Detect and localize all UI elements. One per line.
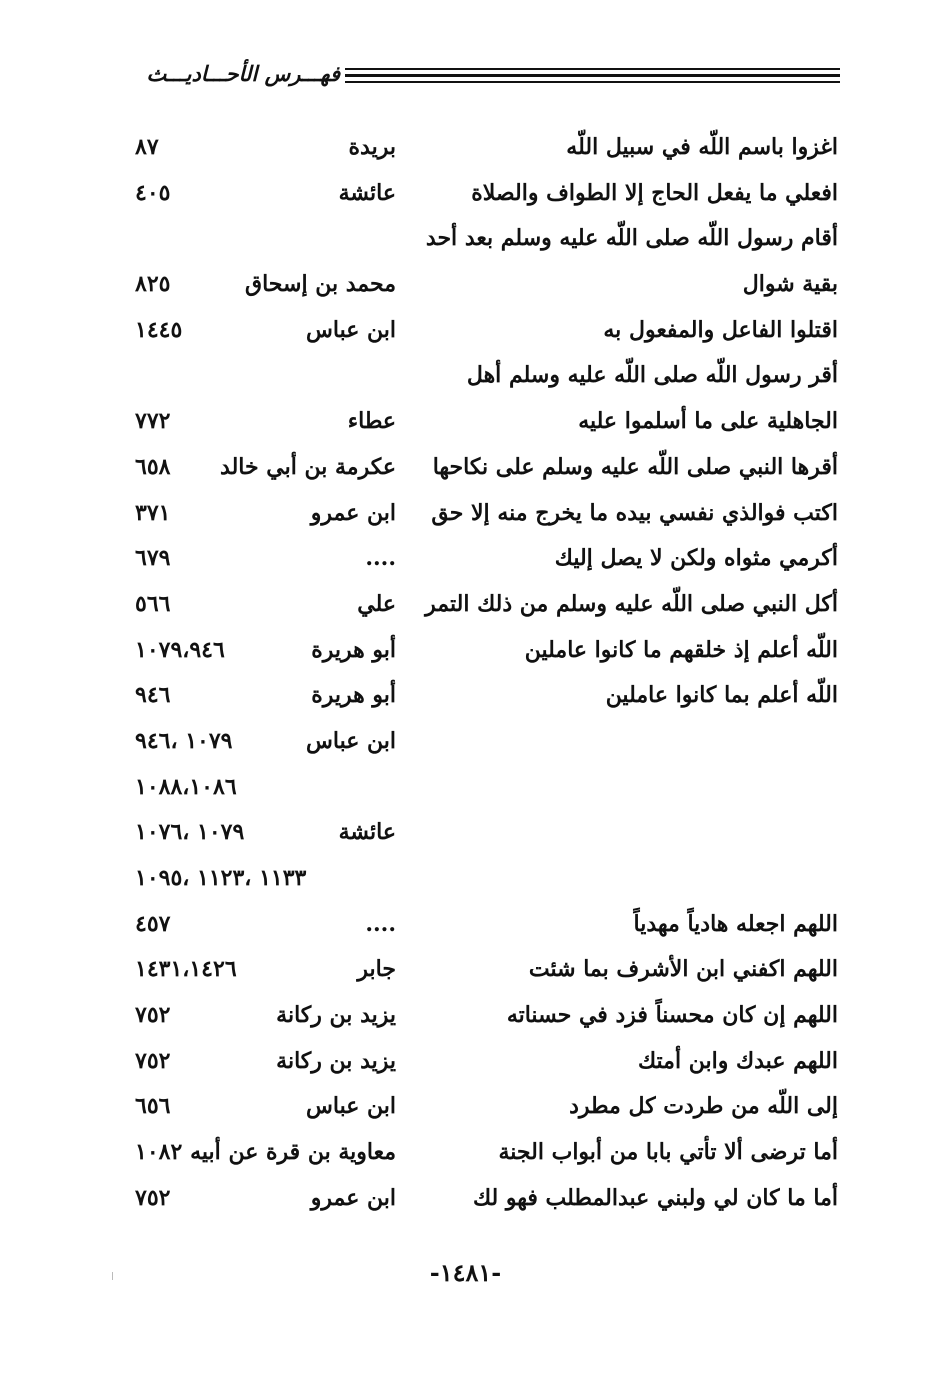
scan-speck: [112, 1272, 113, 1280]
page-reference: ٧٥٢: [135, 1047, 171, 1074]
narrator: عكرمة بن أبي خالد: [220, 453, 396, 480]
index-row: [0, 1176, 931, 1222]
page-reference: ٧٥٢: [135, 1184, 171, 1211]
narrator: ابن عمرو: [310, 1184, 396, 1211]
hadith-text: أكرمي مثواه ولكن لا يصل إليك: [554, 545, 838, 572]
page-reference: ٣٧١: [135, 499, 171, 526]
index-row: [0, 262, 931, 308]
header-rule: [345, 81, 840, 83]
index-row: [0, 536, 931, 582]
page-reference: ٨٧: [135, 134, 159, 160]
hadith-text: اقتلوا الفاعل والمفعول به: [603, 316, 838, 343]
page-reference: ٧٥٢: [135, 1002, 171, 1029]
narrator: أبو هريرة: [311, 636, 396, 663]
index-row: [0, 628, 931, 674]
hadith-text: اللهم اكفني ابن الأشرف بما شئت: [528, 956, 838, 983]
hadith-text: أقام رسول اللّه صلى اللّه عليه وسلم بعد أحد: [425, 225, 838, 252]
hadith-text: اللّه أعلم إذ خلقهم ما كانوا عاملين: [524, 636, 838, 663]
page-reference: ١٠٧٩ ،٩٤٦: [135, 727, 233, 754]
page-reference: ١٤٤٥: [135, 316, 183, 343]
narrator: ....: [365, 910, 396, 937]
index-row: [0, 856, 931, 902]
narrator: بريدة: [348, 134, 396, 160]
hadith-text: افعلي ما يفعل الحاج إلا الطواف والصلاة: [471, 179, 838, 206]
page-reference: ٤٥٧: [135, 910, 171, 937]
index-row: [0, 1084, 931, 1130]
index-row: [0, 673, 931, 719]
index-row: [0, 125, 931, 171]
page-reference: ٩٤٦: [135, 682, 171, 709]
page-reference: ١٤٣١،١٤٢٦: [135, 956, 237, 983]
index-row: [0, 1130, 931, 1176]
narrator: يزيد بن ركانة: [276, 1002, 396, 1029]
hadith-text: أقرها النبي صلى اللّه عليه وسلم على نكاحها: [432, 453, 838, 480]
hadith-text: أقر رسول اللّه صلى اللّه عليه وسلم أهل: [466, 362, 838, 389]
hadith-text: إلى اللّه من طردت كل مطرد: [569, 1093, 838, 1120]
hadith-text: اللّه أعلم بما كانوا عاملين: [605, 682, 838, 709]
index-row: [0, 171, 931, 217]
page-reference: ١٠٨٢: [135, 1139, 183, 1166]
narrator: ابن عباس: [306, 1093, 396, 1120]
page-reference: ١٠٨٨،١٠٨٦: [135, 773, 237, 800]
narrator: علي: [357, 590, 396, 617]
hadith-text: اللهم اجعله هادياً مهدياً: [633, 910, 838, 937]
narrator: أبو هريرة: [311, 682, 396, 709]
page-reference: ٨٢٥: [135, 271, 171, 298]
hadith-text: أكل النبي صلى اللّه عليه وسلم من ذلك التمر: [425, 590, 838, 617]
narrator: ابن عمرو: [310, 499, 396, 526]
narrator: ابن عباس: [306, 316, 396, 343]
index-row: [0, 353, 931, 399]
narrator: عائشة: [338, 179, 396, 206]
index-row: [0, 399, 931, 445]
narrator: معاوية بن قرة عن أبيه: [190, 1139, 396, 1166]
narrator: جابر: [357, 956, 396, 983]
hadith-text: أما ما كان لي ولبني عبدالمطلب فهو لك: [472, 1184, 838, 1211]
index-row: [0, 216, 931, 262]
page-reference: ٤٠٥: [135, 179, 171, 206]
hadith-text: أما ترضى ألا تأتي بابا من أبواب الجنة: [498, 1139, 838, 1166]
index-row: [0, 1039, 931, 1085]
page-reference: ١١٣٣ ،١١٢٣ ،١٠٩٥: [135, 865, 307, 891]
index-row: [0, 993, 931, 1039]
hadith-text: اللهم إن كان محسناً فزد في حسناته: [506, 1002, 838, 1029]
running-header: [135, 56, 840, 96]
hadith-text: الجاهلية على ما أسلموا عليه: [578, 408, 838, 435]
page-number: -١٤٨١-: [429, 1258, 502, 1287]
narrator: يزيد بن ركانة: [276, 1047, 396, 1074]
index-row: [0, 491, 931, 537]
index-row: [0, 902, 931, 948]
narrator: ....: [365, 545, 396, 572]
narrator: عطاء: [347, 408, 396, 435]
index-row: [0, 445, 931, 491]
page-reference: ٦٥٦: [135, 1093, 171, 1120]
index-row: [0, 719, 931, 765]
index-row: [0, 765, 931, 811]
page-reference: ٦٧٩: [135, 545, 171, 572]
page-reference: ٦٥٨: [135, 453, 171, 480]
hadith-text: اللهم عبدك وابن أمتك: [638, 1047, 838, 1074]
index-row: [0, 308, 931, 354]
narrator: محمد بن إسحاق: [245, 271, 396, 298]
page-reference: ١٠٧٩ ،١٠٧٦: [135, 819, 245, 846]
index-row: [0, 947, 931, 993]
index-row: [0, 582, 931, 628]
hadith-text: اغزوا باسم اللّه في سبيل اللّه: [566, 134, 838, 160]
header-rule: [345, 68, 840, 70]
narrator: عائشة: [338, 819, 396, 846]
page-reference: ٥٦٦: [135, 590, 171, 617]
hadith-index-list: [0, 125, 931, 1222]
narrator: ابن عباس: [306, 727, 396, 754]
header-title: فهـــرس الأحـــاديـــث: [146, 62, 340, 86]
index-row: [0, 810, 931, 856]
hadith-text: بقية شوال: [742, 271, 838, 298]
page-reference: ١٠٧٩،٩٤٦: [135, 636, 225, 663]
hadith-text: اكتب فوالذي نفسي بيده ما يخرج منه إلا حق: [431, 499, 838, 526]
page-reference: ٧٧٢: [135, 408, 171, 435]
header-rule: [345, 74, 840, 77]
